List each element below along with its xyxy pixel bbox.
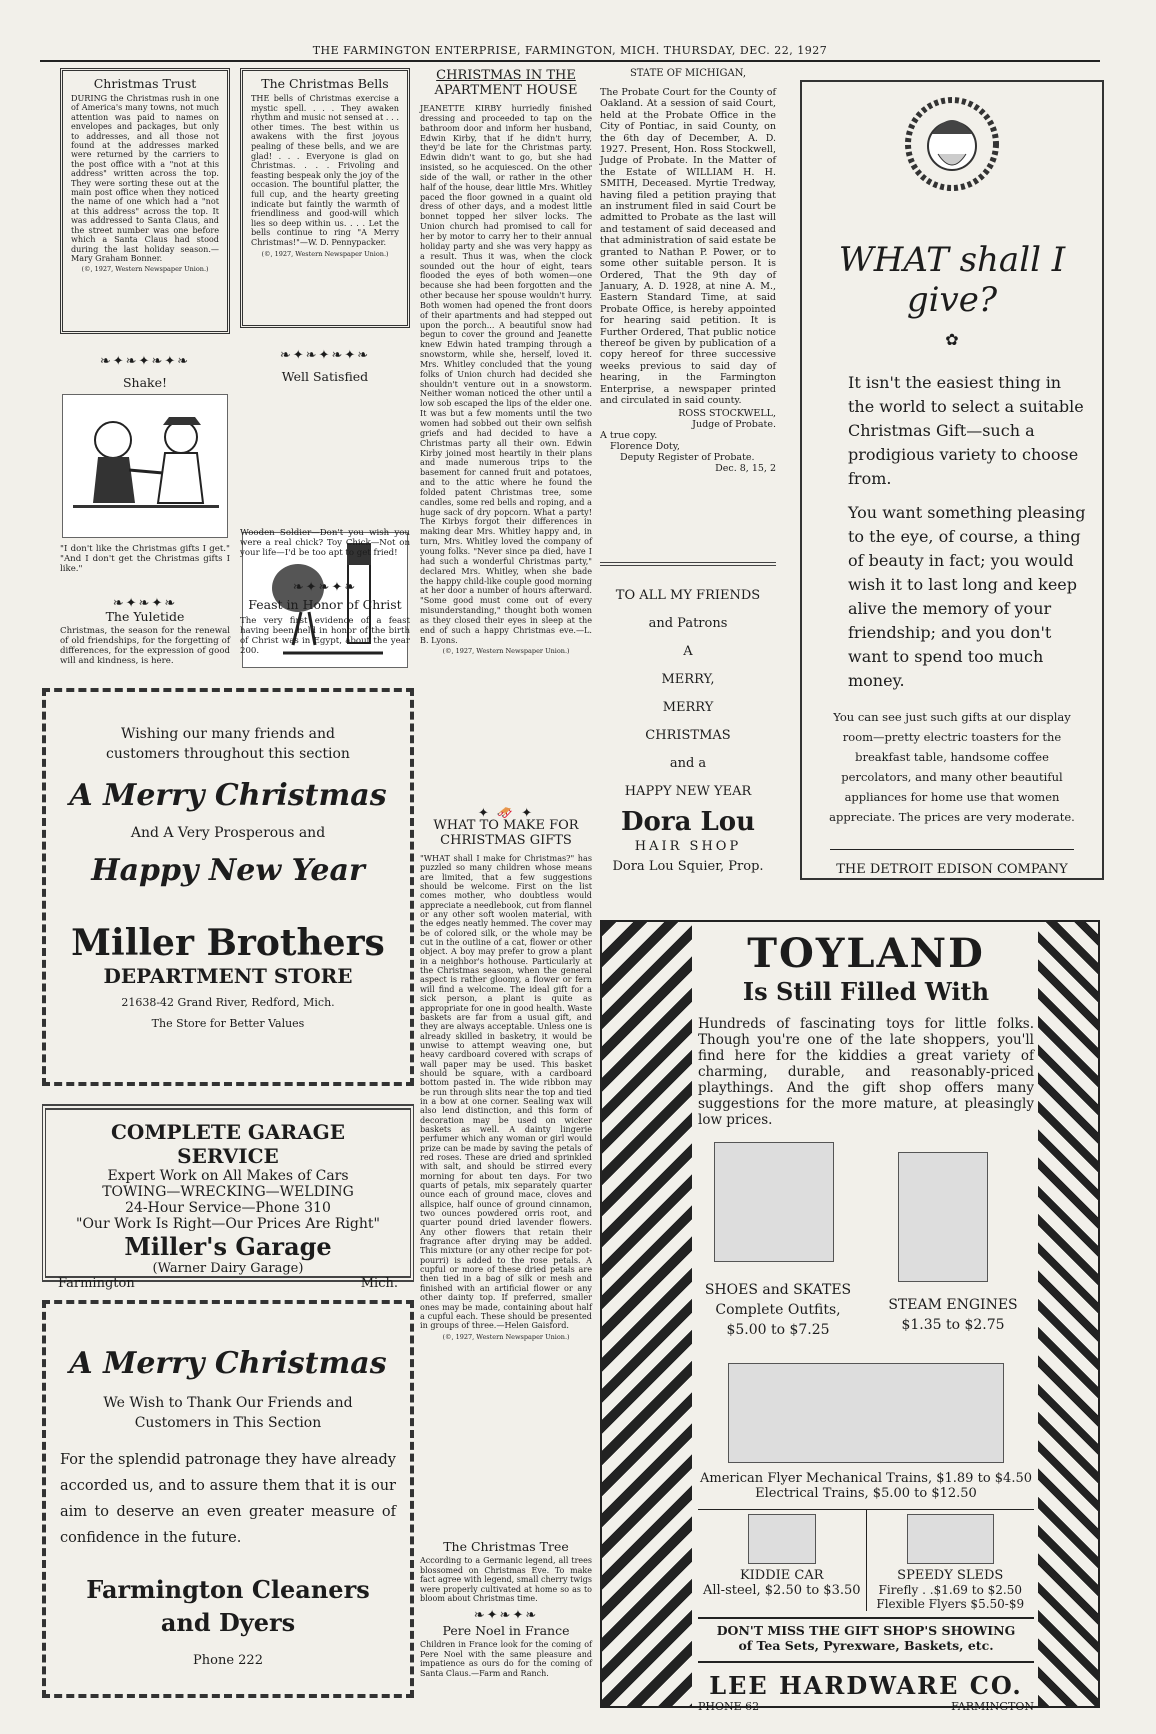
toyland-body: Hundreds of fascinating toys for little folks. Though you're one of the late shoppers, you'll find here for the kiddies a great variety of charming, durable, and reasonably-priced playthings. And the gift shop offers many suggestions for the more mature, at pleasingly low prices.	[698, 1016, 1034, 1128]
cleaners-line-2: Customers in This Section	[134, 1415, 322, 1431]
probate-notice	[600, 68, 776, 538]
dora-lou-ad	[600, 582, 776, 882]
ornament-divider-2: ❧✦❧✦❧	[112, 596, 178, 611]
lee-town: FARMINGTON	[951, 1700, 1034, 1713]
miller-prosperous: And A Very Prosperous and	[130, 825, 326, 841]
satisfied-caption: Wooden Soldier—Don't you wish you were a real chick? Toy Chick—Not on your life—I'd be too apt to get fried!	[240, 528, 410, 558]
bells-credit: (©, 1927, Western Newspaper Union.)	[261, 249, 389, 258]
tree-title: The Christmas Tree	[443, 1539, 569, 1554]
apt-title-2: APARTMENT HOUSE	[434, 83, 578, 98]
shake-caption: "I don't like the Christmas gifts I get." "And I don't get the Christmas gifts I like."	[60, 544, 230, 574]
miller-newyear: Happy New Year	[91, 853, 365, 888]
steam-engine-image	[898, 1152, 988, 1282]
make-body: "WHAT shall I make for Christmas?" has puzzled so many children whose means are limited, that a few suggestions should be welcome. First on the list comes mother, who doubtless would appreciate a needlebook, cut from flannel or any other soft woolen material, with the edges neatly hemmed. The cover may be of colored silk, or the whole may be cut in the outline of a cat, flower or other object. A boy may prefer to grow a plant in a neighbor's hothouse. Particularly at the Christmas season, when the general aspect is rather gloomy, a flower or fern will find a welcome. The ideal gift for a sick person, a plant is quite as appropriate for one in good health. Waste baskets are far from a usual gift, and they are always acceptable. Unless one is already skilled in basketry, it would be unwise to attempt weaving one, but heavy cardboard covered with scraps of wall paper may be used. This basket should be square, with a cardboard bottom pasted in. The wide ribbon may be run through slits near the top and tied in a bow at one corner. Sealing wax will also lend distinction, and this form of decoration may be used on wicker baskets as well. A dainty lingerie perfumer which any woman or girl would prize can be made by saving the petals of red roses. These are dried and sprinkled with salt, and should be stirred every morning for about ten days. For two quarts of petals, mix separately quarter ounce each of ground mace, cloves and allspice, half ounce of ground cinnamon, two ounces powdered orris root, and quarter pound dried lavender flowers. Any other flowers that retain their fragrance after drying may be added. This mixture (or any other recipe for pot-pourri) is added to the rose petals. A cupful or more of these dried petals are then tied in a bag of silk or mesh and finished with an artificial flower or any other dainty top. If preferred, smaller ones may be made, containing about half a cupful each. These should be presented in groups of three.—Helen Gaisford.	[420, 853, 592, 1331]
dora-line-8: HAPPY NEW YEAR	[624, 784, 752, 799]
toyland-sub: Is Still Filled With	[742, 977, 990, 1006]
train-image	[728, 1363, 1004, 1463]
miller-line-2: customers throughout this section	[106, 746, 350, 762]
apt-title-1: CHRISTMAS IN THE	[436, 68, 576, 83]
sleigh-divider: ✦ 🛷 ✦	[477, 806, 535, 821]
dora-name: Dora Lou	[620, 807, 755, 837]
legal-copy-3: Deputy Register of Probate.	[620, 452, 755, 464]
christmas-trust-box	[60, 68, 230, 334]
dora-line-4: MERRY,	[661, 672, 715, 687]
garage-line-2: TOWING—WRECKING—WELDING	[102, 1184, 354, 1200]
engines-1: STEAM ENGINES	[888, 1297, 1018, 1313]
garage-line-4: "Our Work Is Right—Our Prices Are Right"	[76, 1216, 380, 1232]
dora-owner: Dora Lou Squier, Prop.	[612, 859, 764, 874]
satisfied-title: Well Satisfied	[281, 369, 369, 384]
legal-copy-1: A true copy.	[600, 430, 658, 442]
shoes-1: SHOES and SKATES	[704, 1282, 852, 1298]
miller-tagline: The Store for Better Values	[151, 1017, 305, 1030]
miller-line-1: Wishing our many friends and	[121, 726, 335, 742]
garage-name: Miller's Garage	[124, 1232, 332, 1261]
apartment-house-story	[420, 68, 592, 798]
flourish-icon: ✿	[945, 330, 959, 349]
feast-title: Feast in Honor of Christ	[248, 597, 402, 612]
christmas-bells-box	[240, 68, 410, 328]
cleaners-merry: A Merry Christmas	[69, 1346, 387, 1381]
cleaners-name-1: Farmington Cleaners	[86, 1575, 370, 1604]
cleaners-name-2: and Dyers	[160, 1608, 296, 1637]
dora-line-3: A	[683, 644, 693, 659]
legal-sig-1: ROSS STOCKWELL,	[678, 408, 776, 420]
legal-copy-2: Florence Doty,	[610, 441, 680, 453]
lee-hardware-name: LEE HARDWARE CO.	[709, 1671, 1023, 1700]
cleaners-phone: Phone 222	[193, 1653, 263, 1668]
lee-phone: PHONE 62	[698, 1700, 760, 1713]
garage-sub: (Warner Dairy Garage)	[152, 1261, 304, 1276]
miller-store: DEPARTMENT STORE	[103, 964, 353, 988]
santa-wreath-icon	[818, 96, 1086, 196]
apt-body: JEANETTE KIRBY hurriedly finished dressing and proceeded to tap on the bathroom door and inform her husband, Edwin Kirby, that if he didn't hurry, they'd be late for the Christmas party. Edwin didn't want to go, but she had insisted, so he acquiesced. On the other side of the wall, or rather in the other half of the house, dear little Mrs. Whitley paced the floor gowned in a quaint old dress of other days, and a modest little bonnet topped her silver locks. The Union church had promised to call for her by motor to carry her to their annual holiday party and she was very happy as a result. Thus it was, when the clock sounded out the hour of eight, tears flooded the eyes of both women—one because she had been forgotten and the other because her spouse wouldn't hurry. Both women had opened the front doors of their apartments and had stepped out upon the porch... A beautiful snow had begun to cover the ground and Jeanette knew Edwin hated tramping through a snowstorm, while she, herself, loved it. Mrs. Whitley concluded that the young folks of Union church had decided she shouldn't venture out in a snowstorm. Neither woman noticed the other until a low sob escaped the lips of the elder one. It was but a few moments until the two women had sobbed out their own selfish griefs and had decided to have a Christmas party all their own. Edwin Kirby joined most heartily in their plans and made numerous trips to the basement for canned fruit and potatoes, and to the attic where he found the folded patent Christmas tree, some candles, some red bells and roping, and a huge sack of dry popcorn. What a party! The Kirbys forgot their differences in making dear Mrs. Whitley happy and, in turn, Mrs. Whitley loved the company of young folks. "Never since pa died, have I had such a wonderful Christmas party," declared Mrs. Whitley, when she bade the happy child-like couple good morning at her door a number of hours afterward. "Some good must come out of every misunderstanding," thought both women as they closed their eyes in sleep at the end of such a happy Christmas eve.—L. B. Lyons.	[420, 103, 592, 645]
ornament-divider-4: ❧✦❧✦❧	[292, 580, 358, 595]
tree-body: According to a Germanic legend, all trees blossomed on Christmas Eve. To make fact agree with legend, small cherry twigs were properly cultivated at home so as to bloom about Christmas time.	[420, 1556, 592, 1603]
masthead: THE FARMINGTON ENTERPRISE, FARMINGTON, MICH. THURSDAY, DEC. 22, 1927	[40, 44, 1100, 62]
toy-right-border	[1038, 922, 1098, 1706]
shake-cartoon	[62, 394, 228, 538]
dora-line-7: and a	[669, 756, 707, 771]
shoes-3: $5.00 to $7.25	[726, 1322, 830, 1338]
edison-company: THE DETROIT EDISON COMPANY	[836, 862, 1068, 877]
trust-credit: (©, 1927, Western Newspaper Union.)	[81, 265, 209, 274]
yuletide-title: The Yuletide	[105, 609, 185, 624]
sleds-1: SPEEDY SLEDS	[897, 1568, 1004, 1583]
miss-1: DON'T MISS THE GIFT SHOP'S SHOWING	[716, 1623, 1016, 1638]
kiddie-1: KIDDIE CAR	[739, 1568, 824, 1583]
noel-title: Pere Noel in France	[442, 1623, 570, 1638]
toyland-title: TOYLAND	[747, 930, 985, 977]
miller-address: 21638-42 Grand River, Redford, Mich.	[121, 996, 335, 1009]
cleaners-body: For the splendid patronage they have already accorded us, and to assure them that it is our aim to deserve an even greater measure of confidence in the future.	[60, 1452, 396, 1546]
sleds-2: Firefly . .$1.69 to $2.50	[878, 1583, 1022, 1597]
ornament-divider: ❧✦❧✦❧✦❧	[99, 354, 191, 369]
legal-title: STATE OF MICHIGAN,	[629, 68, 747, 79]
make-credit: (©, 1927, Western Newspaper Union.)	[442, 1332, 570, 1341]
dora-line-5: MERRY	[662, 700, 714, 715]
feast-body: The very first evidence of a feast having been held in honor of the birth of Christ was in Egypt, about the year 200.	[240, 616, 410, 656]
bells-title: The Christmas Bells	[261, 76, 389, 91]
shoes-skates-image	[714, 1142, 834, 1262]
kiddie-2: All-steel, $2.50 to $3.50	[702, 1583, 861, 1598]
miller-name: Miller Brothers	[71, 922, 385, 964]
detroit-edison-ad	[800, 80, 1104, 880]
edison-para-1: It isn't the easiest thing in the world to select a suitable Christmas Gift—such a prodigious variety to choose from.	[848, 373, 1084, 488]
garage-state: Mich.	[360, 1276, 398, 1291]
trains-1: American Flyer Mechanical Trains, $1.89 to $4.50	[700, 1471, 1032, 1486]
legal-date: Dec. 8, 15, 2	[715, 463, 776, 475]
what-to-make-story	[420, 818, 592, 1538]
dora-line-1: TO ALL MY FRIENDS	[615, 588, 761, 603]
make-title-1: WHAT TO MAKE FOR	[433, 818, 579, 833]
noel-body: Children in France look for the coming of Pere Noel with the same pleasure and impatience as ours do for the coming of Santa Claus.—Farm and Ranch.	[420, 1640, 592, 1678]
garage-line-3: 24-Hour Service—Phone 310	[125, 1200, 331, 1216]
zigzag-rule	[600, 562, 776, 570]
miller-brothers-ad	[42, 688, 414, 1086]
shoes-2: Complete Outfits,	[715, 1302, 841, 1318]
engines-2: $1.35 to $2.75	[901, 1317, 1005, 1333]
bells-body: THE bells of Christmas exercise a mystic spell. . . . They awaken rhythm and music not sensed at . . . other times. The best within us awakens with the first joyous pealing of these bells, and we are glad! . . . Everyone is glad on Christmas. . . . Frivoling and feasting bespeak only the joy of the occasion. The bountiful platter, the full cup, and the hearty greeting indicate but faintly the warmth of friendliness and good-will which lies so deep within us. . . . Let the bells continue to ring "A Merry Christmas!"—W. D. Pennypacker.	[251, 93, 399, 247]
garage-line-1: Expert Work on All Makes of Cars	[107, 1168, 349, 1184]
edison-para-3: You can see just such gifts at our display room—pretty electric toasters for the breakfast table, handsome coffee percolators, and many other beautiful appliances for home use that women appreciate. The prices are very moderate.	[829, 710, 1075, 824]
garage-town: Farmington	[58, 1276, 135, 1291]
ornament-divider-5: ❧✦❧✦❧	[473, 1608, 539, 1623]
apt-credit: (©, 1927, Western Newspaper Union.)	[442, 647, 570, 656]
trust-title: Christmas Trust	[93, 76, 197, 91]
legal-body: The Probate Court for the County of Oakland. At a session of said Court, held at the Probate Office in the City of Pontiac, in said County, on the 6th day of December, A. D. 1927. Present, Hon. Ross Stockwell, Judge of Probate. In the Matter of the Estate of WILLIAM H. H. SMITH, Deceased. Myrtie Tredway, having filed a petition praying that an instrument filed in said Court be admitted to Probate as the last will and testament of said deceased and that administration of said estate be granted to Nathan P. Power, or to some other suitable person. It is Ordered, That the 9th day of January, A. D. 1928, at nine A. M., Eastern Standard Time, at said Probate Office, is hereby appointed for hearing said petition. It is Further Ordered, That public notice thereof be given by publication of a copy hereof for three successive weeks previous to said day of hearing, in the Farmington Enterprise, a newspaper printed and circulated in said county.	[600, 87, 776, 406]
toyland-ad	[600, 920, 1100, 1713]
garage-headline: COMPLETE GARAGE SERVICE	[111, 1120, 345, 1168]
edison-para-2: You want something pleasing to the eye, of course, a thing of beauty in fact; you would wish it to last long and keep alive the memory of your friendship; and you don't want to spend too much money.	[848, 503, 1086, 690]
miss-2: of Tea Sets, Pyrexware, Baskets, etc.	[738, 1638, 994, 1653]
legal-sig-2: Judge of Probate.	[692, 419, 776, 431]
make-title-2: CHRISTMAS GIFTS	[440, 833, 572, 848]
trust-body: DURING the Christmas rush in one of America's many towns, not much attention was paid to names on envelopes and packages, but only to addresses, and all those not found at the addresses marked were returned by the carriers to the post office with a "not at this address" written across the top. They were sorting these out at the main post office when they noticed the name of one which had a "not at this address" across the top. It was addressed to Santa Claus, and the street number was one before which a Santa Claus had stood during the last holiday season.—Mary Graham Bonner.	[71, 93, 219, 263]
dora-line-6: CHRISTMAS	[645, 728, 731, 743]
toy-left-border	[602, 922, 692, 1706]
trains-2: Electrical Trains, $5.00 to $12.50	[755, 1486, 977, 1501]
sled-image	[907, 1514, 995, 1564]
shake-title: Shake!	[122, 375, 168, 390]
kiddie-car-image	[748, 1514, 816, 1564]
edison-rule	[830, 849, 1074, 850]
cleaners-line-1: We Wish to Thank Our Friends and	[103, 1395, 353, 1411]
edison-headline: WHAT shall I give?	[838, 240, 1066, 320]
millers-garage-ad	[42, 1104, 414, 1291]
ornament-divider-3: ❧✦❧✦❧✦❧	[279, 348, 371, 363]
yuletide-body: Christmas, the season for the renewal of old friendships, for the forgetting of differences, for the expression of good will and kindness, is here.	[60, 626, 230, 666]
sleds-3: Flexible Flyers $5.50-$9	[876, 1597, 1025, 1611]
dora-line-2: and Patrons	[648, 616, 728, 631]
farmington-cleaners-ad	[42, 1300, 414, 1698]
miller-merry: A Merry Christmas	[69, 778, 387, 813]
dora-shop: HAIR SHOP	[634, 839, 742, 854]
